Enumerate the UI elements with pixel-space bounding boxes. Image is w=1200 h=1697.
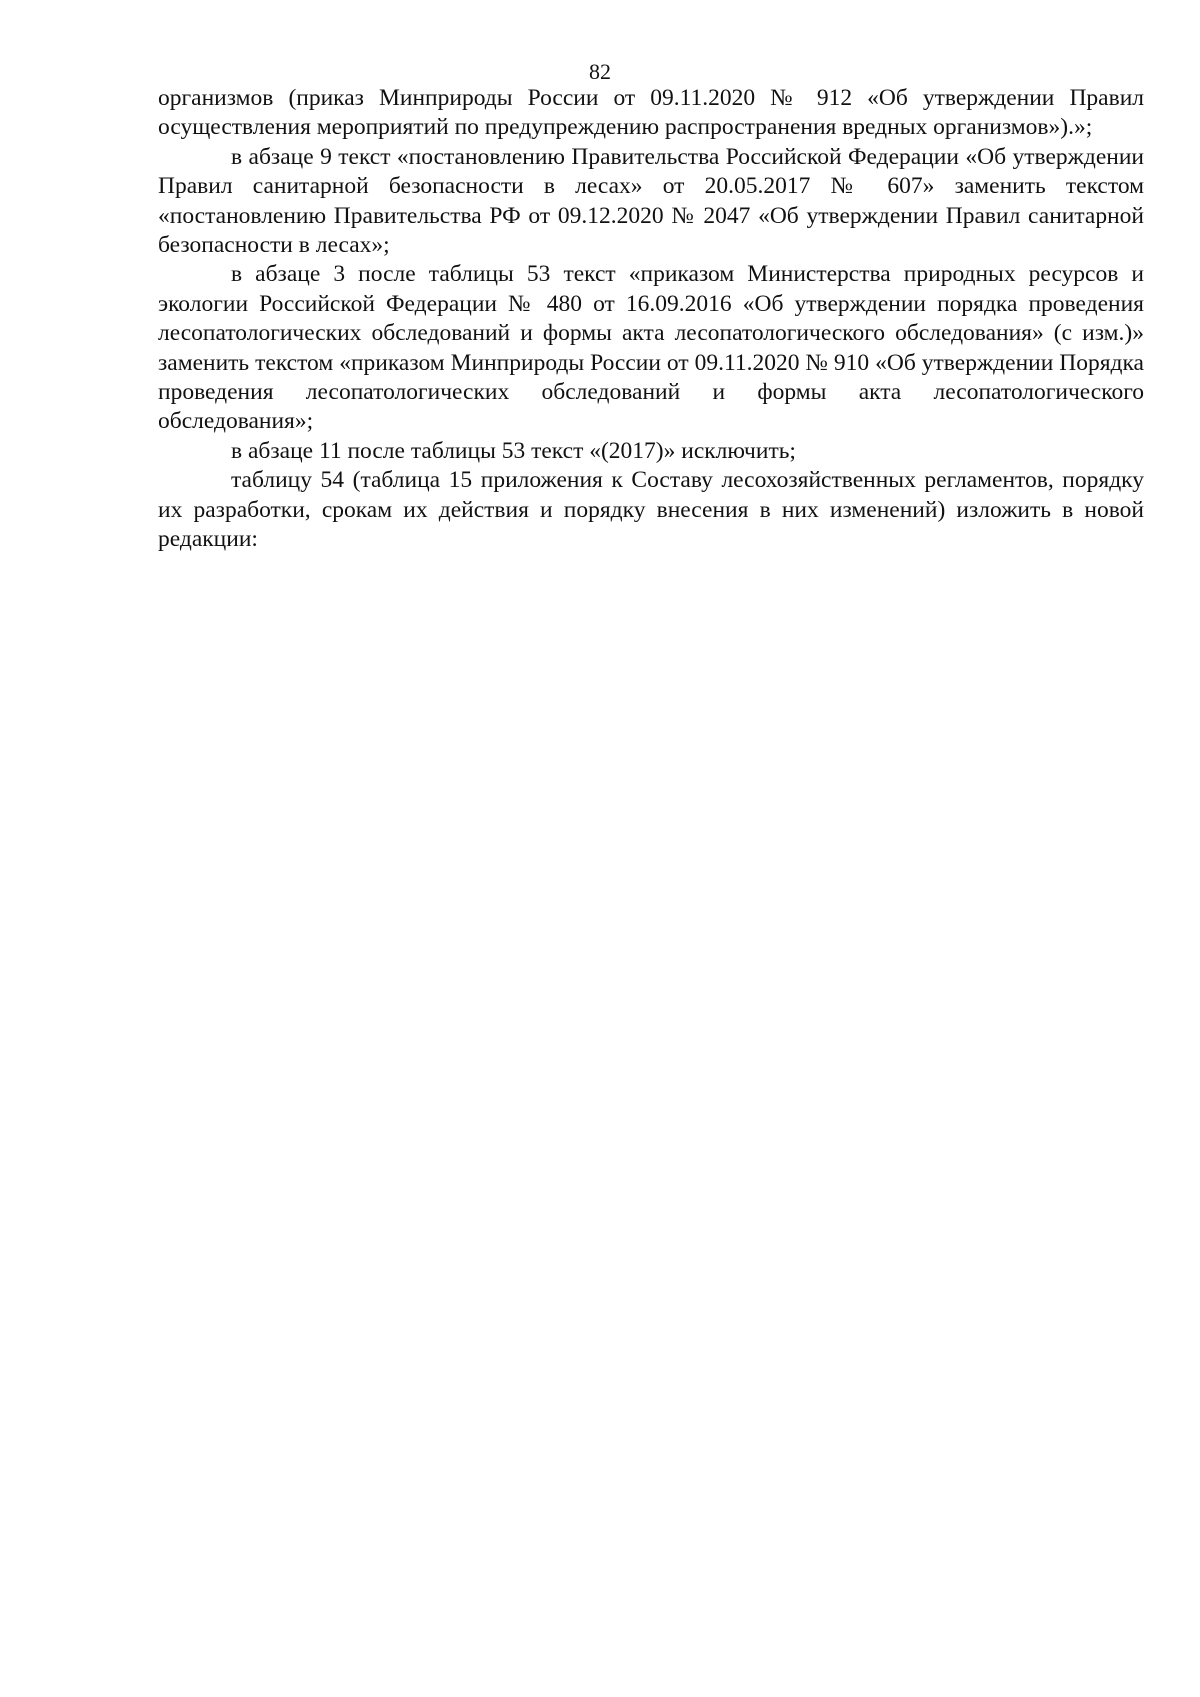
page-number: 82 [589, 59, 611, 84]
paragraph-abzac-3: в абзаце 3 после таблицы 53 текст «приказом Министерства природных ресурсов и экологии Российской Федерации № 480 от 16.09.2016 «Об утверждении порядка проведения лесопатологических обследований и формы акта лесопатологического обследования» (с изм.)» заменить текстом «приказом Минприроды России от 09.11.2020 № 910 «Об утверждении Порядка проведения лесопатологических обследований и формы акта лесопатологического обследования»; [158, 261, 1144, 435]
document-body [158, 84, 1144, 555]
paragraph-table-54: таблицу 54 (таблица 15 приложения к Составу лесохозяйственных регламентов, порядку их разработки, срокам их действия и порядку внесения в них изменений) изложить в новой редакции: [158, 467, 1144, 553]
paragraph-abzac-9: в абзаце 9 текст «постановлению Правительства Российской Федерации «Об утверждении Правил санитарной безопасности в лесах» от 20.05.2017 № 607» заменить текстом «постановлению Правительства РФ от 09.12.2020 № 2047 «Об утверждении Правил санитарной безопасности в лесах»; [158, 143, 1144, 259]
paragraph-abzac-11: в абзаце 11 после таблицы 53 текст «(2017)» исключить; [231, 437, 796, 464]
paragraph-continuation: организмов (приказ Минприроды России от 09.11.2020 № 912 «Об утверждении Правил осуществления мероприятий по предупреждению распространения вредных организмов»).»; [158, 85, 1144, 141]
